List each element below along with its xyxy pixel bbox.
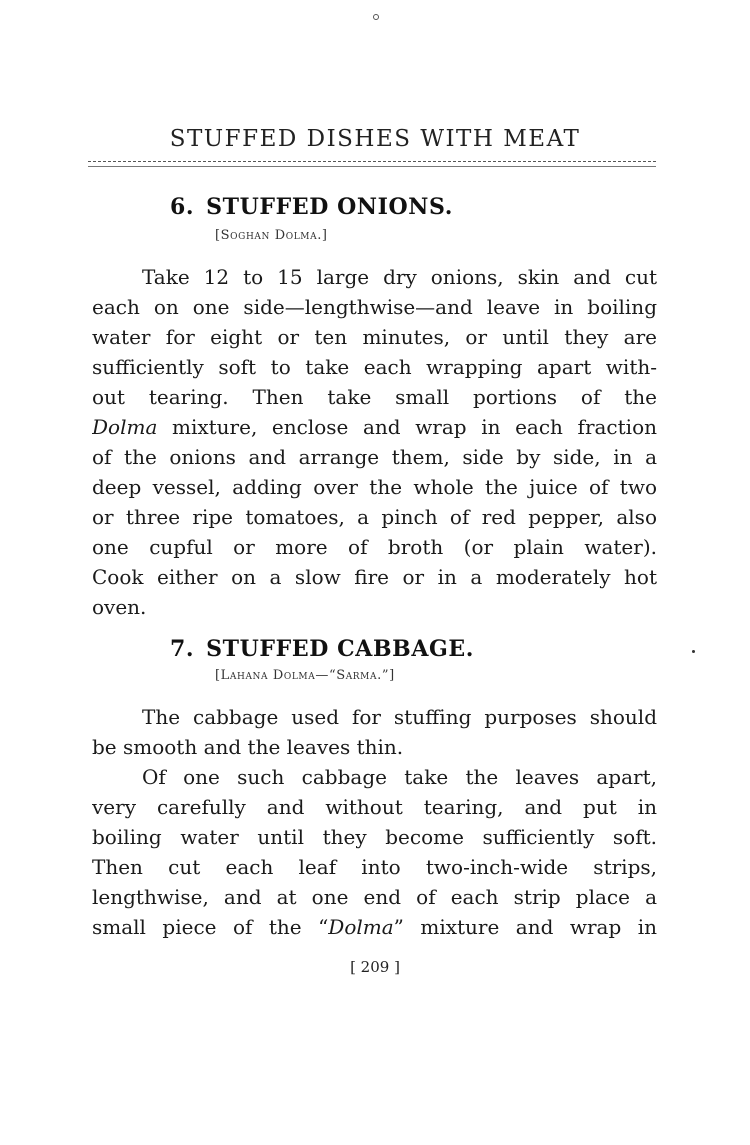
text-line: be smooth and the leaves thin. xyxy=(92,735,404,759)
header-rule-dashed xyxy=(88,161,656,162)
text-line: Cook either on a slow fire or in a moderately hot xyxy=(92,565,657,589)
recipe-number: 6. xyxy=(170,194,195,220)
text-line: The cabbage used for stuffing purposes should xyxy=(142,705,657,729)
text-line: or three ripe tomatoes, a pinch of red pepper, also xyxy=(92,505,657,529)
text-line: out tearing. Then take small portions of the xyxy=(92,385,657,409)
text-line: Of one such cabbage take the leaves apart, xyxy=(142,765,657,789)
italic-word: Dolma xyxy=(92,415,158,439)
text-line-dolma: Dolma mixture, enclose and wrap in each fraction xyxy=(92,415,657,439)
recipe-paragraph-cabbage-2 xyxy=(92,762,657,942)
recipe-title: STUFFED ONIONS. xyxy=(206,194,453,220)
text-line: boiling water until they become sufficiently soft. xyxy=(92,825,657,849)
text-line: lengthwise, and at one end of each strip place a xyxy=(92,885,657,909)
ink-speck xyxy=(373,14,379,20)
recipe-paragraph-onions xyxy=(92,262,657,622)
recipe-title: STUFFED CABBAGE. xyxy=(206,636,475,662)
text-line: sufficiently soft to take each wrapping apart with- xyxy=(92,355,657,379)
ink-speck xyxy=(692,650,695,653)
running-head: STUFFED DISHES WITH MEAT xyxy=(169,126,581,152)
recipe-heading-stuffed-cabbage xyxy=(170,636,474,662)
text-line: one cupful or more of broth (or plain water). xyxy=(92,535,657,559)
italic-word: Dolma xyxy=(328,915,394,939)
text-line: of the onions and arrange them, side by side, in a xyxy=(92,445,657,469)
header-rule xyxy=(88,166,656,167)
text-line: Then cut each leaf into two-inch-wide strips, xyxy=(92,855,657,879)
text-line: each on one side—lengthwise—and leave in boiling xyxy=(92,295,657,319)
recipe-heading-stuffed-onions xyxy=(170,194,453,220)
recipe-subtitle: [Soghan Dolma.] xyxy=(215,228,328,243)
text-line: oven. xyxy=(92,595,147,619)
recipe-paragraph-cabbage-1 xyxy=(92,702,657,762)
text-line: deep vessel, adding over the whole the juice of two xyxy=(92,475,657,499)
text-line: water for eight or ten minutes, or until they are xyxy=(92,325,657,349)
text-line-dolma-quoted: small piece of the “Dolma” mixture and wrap in xyxy=(92,915,657,939)
recipe-number: 7. xyxy=(170,636,195,662)
recipe-subtitle: [Lahana Dolma—“Sarma.”] xyxy=(215,668,395,683)
text-line: Take 12 to 15 large dry onions, skin and cut xyxy=(142,265,657,289)
page-number: [ 209 ] xyxy=(350,958,400,976)
text-line: very carefully and without tearing, and put in xyxy=(92,795,657,819)
